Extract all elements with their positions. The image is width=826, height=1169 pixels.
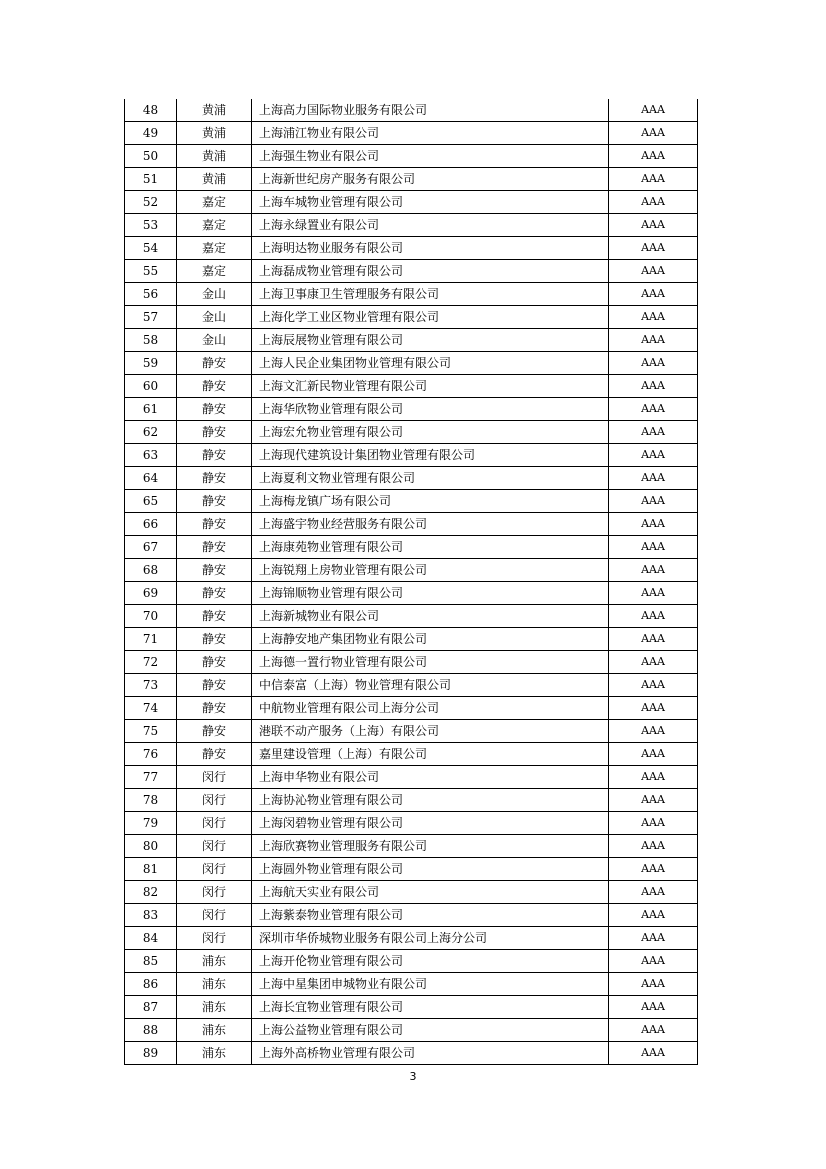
grade-cell: AAA [609,329,698,352]
company-name-cell: 上海紫泰物业管理有限公司 [252,904,609,927]
table-row [125,1019,698,1042]
company-name-cell: 上海高力国际物业服务有限公司 [252,99,609,122]
row-number: 63 [125,444,177,467]
company-name-cell: 上海协沁物业管理有限公司 [252,789,609,812]
grade-cell: AAA [609,168,698,191]
table-row [125,789,698,812]
company-name-cell: 上海新世纪房产服务有限公司 [252,168,609,191]
company-name-cell: 上海德一置行物业管理有限公司 [252,651,609,674]
row-number: 62 [125,421,177,444]
company-name-cell: 上海磊成物业管理有限公司 [252,260,609,283]
table-row [125,835,698,858]
grade-cell: AAA [609,536,698,559]
table-row [125,628,698,651]
row-number: 57 [125,306,177,329]
table-row [125,214,698,237]
grade-cell: AAA [609,1042,698,1065]
table-row [125,398,698,421]
table-row [125,536,698,559]
page-number: 3 [409,1070,417,1083]
table-row [125,950,698,973]
company-name-cell: 上海永绿置业有限公司 [252,214,609,237]
row-number: 70 [125,605,177,628]
grade-cell: AAA [609,858,698,881]
row-number: 60 [125,375,177,398]
row-number: 74 [125,697,177,720]
company-name-cell: 上海强生物业有限公司 [252,145,609,168]
row-number: 85 [125,950,177,973]
row-number: 58 [125,329,177,352]
grade-cell: AAA [609,720,698,743]
row-number: 89 [125,1042,177,1065]
grade-cell: AAA [609,766,698,789]
district-cell: 静安 [177,605,252,628]
district-cell: 静安 [177,490,252,513]
table-row [125,490,698,513]
row-number: 80 [125,835,177,858]
company-name-cell: 上海锐翔上房物业管理有限公司 [252,559,609,582]
company-name-cell: 上海中星集团申城物业有限公司 [252,973,609,996]
row-number: 56 [125,283,177,306]
district-cell: 静安 [177,375,252,398]
district-cell: 静安 [177,559,252,582]
district-cell: 静安 [177,674,252,697]
grade-cell: AAA [609,559,698,582]
company-name-cell: 上海现代建筑设计集团物业管理有限公司 [252,444,609,467]
row-number: 77 [125,766,177,789]
company-name-cell: 上海欣赛物业管理服务有限公司 [252,835,609,858]
district-cell: 静安 [177,720,252,743]
district-cell: 嘉定 [177,260,252,283]
table-row [125,973,698,996]
company-name-cell: 上海开伦物业管理有限公司 [252,950,609,973]
row-number: 48 [125,99,177,122]
table-row [125,375,698,398]
row-number: 69 [125,582,177,605]
company-name-cell: 上海人民企业集团物业管理有限公司 [252,352,609,375]
row-number: 49 [125,122,177,145]
district-cell: 黄浦 [177,145,252,168]
row-number: 67 [125,536,177,559]
district-cell: 静安 [177,421,252,444]
row-number: 83 [125,904,177,927]
district-cell: 静安 [177,398,252,421]
table-row [125,927,698,950]
grade-cell: AAA [609,1019,698,1042]
row-number: 55 [125,260,177,283]
table-row [125,467,698,490]
table-row [125,306,698,329]
table-row [125,582,698,605]
company-name-cell: 上海明达物业服务有限公司 [252,237,609,260]
district-cell: 静安 [177,697,252,720]
grade-cell: AAA [609,582,698,605]
district-cell: 浦东 [177,996,252,1019]
company-name-cell: 上海康苑物业管理有限公司 [252,536,609,559]
company-name-cell: 上海华欣物业管理有限公司 [252,398,609,421]
row-number: 61 [125,398,177,421]
company-name-cell: 上海化学工业区物业管理有限公司 [252,306,609,329]
district-cell: 黄浦 [177,122,252,145]
company-name-cell: 上海锦顺物业管理有限公司 [252,582,609,605]
company-name-cell: 港联不动产服务（上海）有限公司 [252,720,609,743]
row-number: 82 [125,881,177,904]
company-name-cell: 上海圆外物业管理有限公司 [252,858,609,881]
company-name-cell: 上海宏允物业管理有限公司 [252,421,609,444]
company-name-cell: 深圳市华侨城物业服务有限公司上海分公司 [252,927,609,950]
grade-cell: AAA [609,191,698,214]
grade-cell: AAA [609,697,698,720]
grade-cell: AAA [609,835,698,858]
district-cell: 闵行 [177,812,252,835]
row-number: 76 [125,743,177,766]
table-row [125,766,698,789]
row-number: 86 [125,973,177,996]
district-cell: 静安 [177,582,252,605]
row-number: 88 [125,1019,177,1042]
grade-cell: AAA [609,881,698,904]
district-cell: 嘉定 [177,214,252,237]
table-row [125,99,698,122]
district-cell: 静安 [177,536,252,559]
grade-cell: AAA [609,950,698,973]
grade-cell: AAA [609,605,698,628]
grade-cell: AAA [609,122,698,145]
row-number: 64 [125,467,177,490]
company-name-cell: 上海卫事康卫生管理服务有限公司 [252,283,609,306]
row-number: 68 [125,559,177,582]
row-number: 50 [125,145,177,168]
company-name-cell: 上海辰展物业管理有限公司 [252,329,609,352]
company-name-cell: 上海静安地产集团物业有限公司 [252,628,609,651]
table-row [125,605,698,628]
grade-cell: AAA [609,306,698,329]
row-number: 79 [125,812,177,835]
district-cell: 浦东 [177,1019,252,1042]
district-cell: 黄浦 [177,99,252,122]
grade-cell: AAA [609,421,698,444]
row-number: 75 [125,720,177,743]
district-cell: 闵行 [177,789,252,812]
row-number: 66 [125,513,177,536]
row-number: 59 [125,352,177,375]
table-row [125,352,698,375]
grade-cell: AAA [609,904,698,927]
table-row [125,513,698,536]
grade-cell: AAA [609,467,698,490]
table-row [125,237,698,260]
district-cell: 静安 [177,651,252,674]
company-name-cell: 中信泰富（上海）物业管理有限公司 [252,674,609,697]
table-row [125,260,698,283]
row-number: 71 [125,628,177,651]
grade-cell: AAA [609,927,698,950]
company-name-cell: 上海闵碧物业管理有限公司 [252,812,609,835]
company-name-cell: 上海新城物业有限公司 [252,605,609,628]
district-cell: 闵行 [177,766,252,789]
row-number: 52 [125,191,177,214]
grade-cell: AAA [609,674,698,697]
table-row [125,145,698,168]
district-cell: 浦东 [177,973,252,996]
table-row [125,168,698,191]
grade-cell: AAA [609,283,698,306]
table-row [125,858,698,881]
table-row [125,122,698,145]
table-row [125,1042,698,1065]
company-name-cell: 上海公益物业管理有限公司 [252,1019,609,1042]
row-number: 53 [125,214,177,237]
grade-cell: AAA [609,743,698,766]
grade-cell: AAA [609,513,698,536]
company-name-cell: 上海文汇新民物业管理有限公司 [252,375,609,398]
grade-cell: AAA [609,214,698,237]
grade-cell: AAA [609,996,698,1019]
grade-cell: AAA [609,973,698,996]
district-cell: 静安 [177,467,252,490]
grade-cell: AAA [609,398,698,421]
district-cell: 静安 [177,628,252,651]
district-cell: 金山 [177,306,252,329]
district-cell: 嘉定 [177,237,252,260]
company-name-cell: 中航物业管理有限公司上海分公司 [252,697,609,720]
row-number: 51 [125,168,177,191]
district-cell: 金山 [177,283,252,306]
district-cell: 静安 [177,444,252,467]
table-row [125,674,698,697]
row-number: 72 [125,651,177,674]
table-row [125,743,698,766]
company-name-cell: 上海申华物业有限公司 [252,766,609,789]
district-cell: 静安 [177,352,252,375]
grade-cell: AAA [609,260,698,283]
table-row [125,720,698,743]
district-cell: 静安 [177,513,252,536]
table-row [125,881,698,904]
grade-cell: AAA [609,237,698,260]
table-row [125,329,698,352]
district-cell: 闵行 [177,881,252,904]
table-row [125,283,698,306]
company-name-cell: 上海外高桥物业管理有限公司 [252,1042,609,1065]
company-rating-table [124,99,697,1065]
table-row [125,812,698,835]
row-number: 78 [125,789,177,812]
grade-cell: AAA [609,490,698,513]
table-row [125,697,698,720]
district-cell: 浦东 [177,950,252,973]
grade-cell: AAA [609,99,698,122]
grade-cell: AAA [609,651,698,674]
grade-cell: AAA [609,352,698,375]
company-name-cell: 上海夏利文物业管理有限公司 [252,467,609,490]
row-number: 54 [125,237,177,260]
company-name-cell: 上海车城物业管理有限公司 [252,191,609,214]
district-cell: 闵行 [177,904,252,927]
district-cell: 金山 [177,329,252,352]
district-cell: 静安 [177,743,252,766]
grade-cell: AAA [609,375,698,398]
grade-cell: AAA [609,789,698,812]
table-row [125,421,698,444]
company-name-cell: 上海浦江物业有限公司 [252,122,609,145]
company-name-cell: 嘉里建设管理（上海）有限公司 [252,743,609,766]
company-name-cell: 上海盛宇物业经营服务有限公司 [252,513,609,536]
district-cell: 闵行 [177,858,252,881]
grade-cell: AAA [609,444,698,467]
district-cell: 闵行 [177,927,252,950]
row-number: 84 [125,927,177,950]
table-row [125,904,698,927]
district-cell: 嘉定 [177,191,252,214]
district-cell: 浦东 [177,1042,252,1065]
rating-table [124,99,698,1065]
district-cell: 闵行 [177,835,252,858]
table-row [125,559,698,582]
company-name-cell: 上海长宜物业管理有限公司 [252,996,609,1019]
company-name-cell: 上海梅龙镇广场有限公司 [252,490,609,513]
grade-cell: AAA [609,628,698,651]
table-row [125,191,698,214]
table-body [125,99,698,1065]
row-number: 65 [125,490,177,513]
table-row [125,651,698,674]
company-name-cell: 上海航天实业有限公司 [252,881,609,904]
table-row [125,444,698,467]
table-row [125,996,698,1019]
grade-cell: AAA [609,145,698,168]
row-number: 81 [125,858,177,881]
row-number: 73 [125,674,177,697]
row-number: 87 [125,996,177,1019]
grade-cell: AAA [609,812,698,835]
district-cell: 黄浦 [177,168,252,191]
